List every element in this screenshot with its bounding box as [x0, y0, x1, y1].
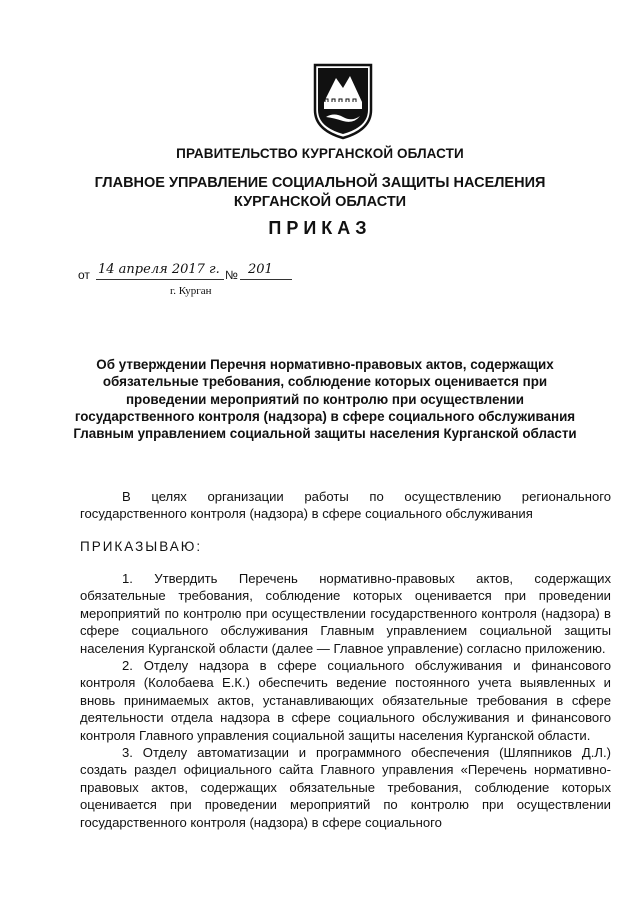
- intro-text: В целях организации работы по осуществлению регионального государственного контроля (надзора) в сфере социального обслуживания: [80, 489, 611, 522]
- department-name: [0, 174, 640, 212]
- order-item-2: 2. Отделу надзора в сфере социального обслуживания и финансового контроля (Колобаева Е.К.) обеспечить ведение постоянного учета выявленных и вновь принимаемых актов, устанавливающих обязательные требования в сфере деятельности отдела надзора в сфере социального обслуживания и финансового контроля Главного управления социальной защиты населения Курганской области.: [80, 658, 611, 743]
- order-date-line: [78, 262, 298, 282]
- order-item-3: 3. Отделу автоматизации и программного обеспечения (Шляпников Д.Л.) создать раздел официального сайта Главного управления «Перечень нормативно-правовых актов, содержащих обязательные требования, соблюдение которых оценивается при проведении мероприятий по контролю при осуществлении государственного контроля (надзора) в сфере социального: [80, 745, 611, 830]
- order-subject: Об утверждении Перечня нормативно-правовых актов, содержащих обязательные требования, соблюдение которых оценивается при проведении мероприятий по контролю при осуществлении государственного контроля (надзора) в сфере социального обслуживания Главным управлением социальной защиты населения Курганской области: [73, 357, 577, 442]
- date-from-label: от: [78, 268, 90, 282]
- government-name: ПРАВИТЕЛЬСТВО КУРГАНСКОЙ ОБЛАСТИ: [176, 146, 464, 161]
- handwritten-number: 201: [248, 262, 273, 277]
- number-underline: [240, 279, 292, 280]
- intro-paragraph: [80, 488, 611, 523]
- date-underline: [96, 279, 224, 280]
- department-name-line-2: КУРГАНСКОЙ ОБЛАСТИ: [233, 194, 407, 210]
- handwritten-date: 14 апреля 2017 г.: [98, 262, 220, 277]
- coat-of-arms-icon: [312, 62, 374, 140]
- order-items: [80, 570, 611, 831]
- number-label: №: [225, 268, 238, 282]
- document-type-title: ПРИКАЗ: [268, 218, 372, 238]
- city-label: г. Курган: [170, 285, 212, 297]
- order-item-1: 1. Утвердить Перечень нормативно-правовых актов, содержащих обязательные требования, соблюдение которых оценивается при проведении мероприятий по контролю при осуществлении государственного контроля (надзора) в сфере социального обслуживания Главным управлением социальной защиты населения Курганской области (далее — Главное управление) согласно приложению.: [80, 571, 611, 656]
- department-name-line-1: ГЛАВНОЕ УПРАВЛЕНИЕ СОЦИАЛЬНОЙ ЗАЩИТЫ НАСЕЛЕНИЯ: [94, 175, 546, 191]
- orders-word: ПРИКАЗЫВАЮ:: [80, 539, 203, 554]
